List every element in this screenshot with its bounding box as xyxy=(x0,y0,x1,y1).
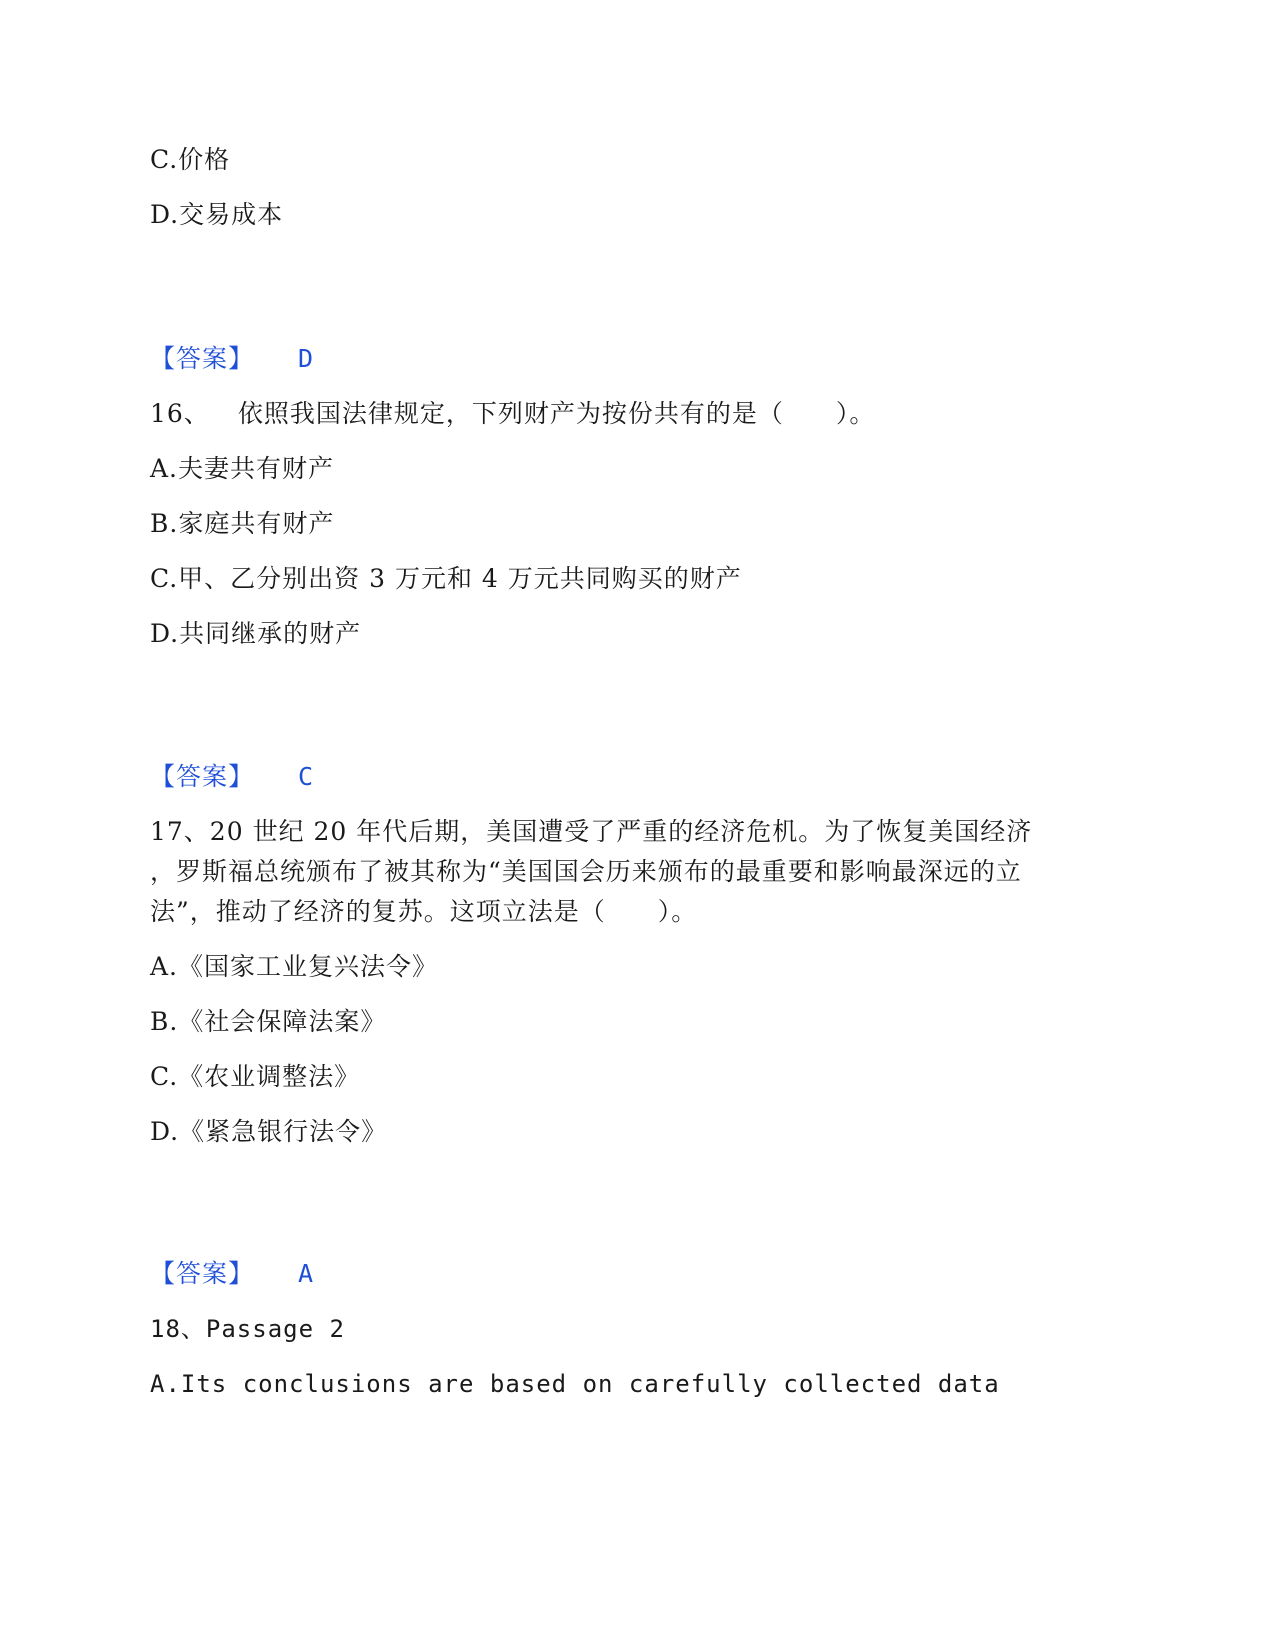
q17-option-b: B.《社会保障法案》 xyxy=(150,1007,387,1036)
answer-tag: 【答案】 xyxy=(150,1259,255,1288)
answer-16 xyxy=(150,760,314,794)
q16-option-d: D.共同继承的财产 xyxy=(150,619,362,648)
question-number: 16、 xyxy=(150,399,210,428)
q17-option-d: D.《紧急银行法令》 xyxy=(150,1117,388,1146)
answer-value: C xyxy=(298,762,315,791)
q16-option-a: A.夫妻共有财产 xyxy=(150,454,335,483)
answer-value: A xyxy=(298,1259,315,1288)
question-text: 依照我国法律规定，下列财产为按份共有的是（ ）。 xyxy=(237,399,876,428)
question-16-stem xyxy=(150,397,875,431)
q16-option-c: C.甲、乙分别出资 3 万元和 4 万元共同购买的财产 xyxy=(150,564,742,593)
question-17-stem-line2: ，罗斯福总统颁布了被其称为“美国国会历来颁布的最重要和影响最深远的立 xyxy=(150,857,1022,886)
answer-17 xyxy=(150,1257,314,1291)
answer-tag: 【答案】 xyxy=(150,762,255,791)
q17-option-c: C.《农业调整法》 xyxy=(150,1062,361,1091)
q18-option-a: A.Its conclusions are based on carefully collected data xyxy=(150,1370,1000,1398)
question-17-stem-line1: 17、20 世纪 20 年代后期，美国遭受了严重的经济危机。为了恢复美国经济 xyxy=(150,817,1033,846)
answer-15 xyxy=(150,342,314,376)
answer-value: D xyxy=(298,344,315,373)
option-c-prev: C.价格 xyxy=(150,145,231,174)
answer-tag: 【答案】 xyxy=(150,344,255,373)
question-18-stem: 18、Passage 2 xyxy=(150,1315,345,1343)
q17-option-a: A.《国家工业复兴法令》 xyxy=(150,952,439,981)
option-d-prev: D.交易成本 xyxy=(150,200,284,229)
question-17-stem-line3: 法”，推动了经济的复苏。这项立法是（ ）。 xyxy=(150,897,698,926)
q16-option-b: B.家庭共有财产 xyxy=(150,509,335,538)
